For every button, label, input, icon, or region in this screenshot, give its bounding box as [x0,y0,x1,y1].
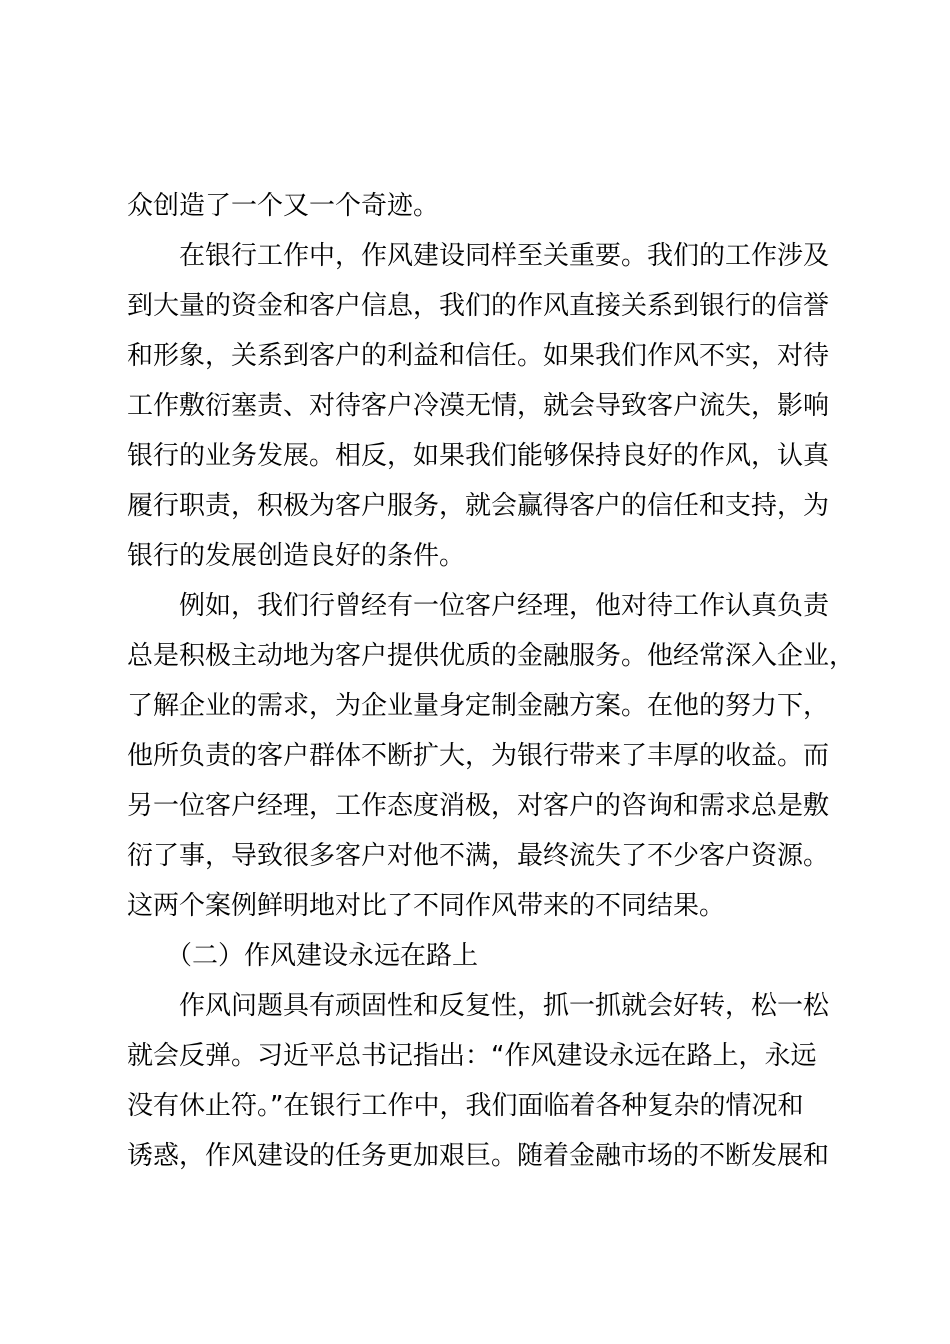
text-line-11: 了解企业的需求，为企业量身定制金融方案。在他的努力下， [127,691,830,721]
text-line-13: 另一位客户经理，工作态度消极，对客户的咨询和需求总是敷 [127,791,830,821]
text-line-2: 在银行工作中，作风建设同样至关重要。我们的工作涉及 [127,241,830,271]
text-line-8: 银行的发展创造良好的条件。 [127,541,466,571]
text-line-1: 众创造了一个又一个奇迹。 [127,191,440,221]
text-line-4: 和形象，关系到客户的利益和信任。如果我们作风不实，对待 [127,341,830,371]
text-line-9: 例如，我们行曾经有一位客户经理，他对待工作认真负责 [127,591,830,621]
text-line-14: 衍了事，导致很多客户对他不满，最终流失了不少客户资源。 [127,841,830,871]
text-line-12: 他所负责的客户群体不断扩大，为银行带来了丰厚的收益。而 [127,741,830,771]
text-line-15: 这两个案例鲜明地对比了不同作风带来的不同结果。 [127,891,726,921]
text-line-7: 履行职责，积极为客户服务，就会赢得客户的信任和支持，为 [127,491,830,521]
text-line-6: 银行的业务发展。相反，如果我们能够保持良好的作风，认真 [127,441,830,471]
section-heading: （二）作风建设永远在路上 [127,941,479,971]
text-line-5: 工作敷衍塞责、对待客户冷漠无情，就会导致客户流失，影响 [127,391,830,421]
text-line-19: 没有休止符。”在银行工作中，我们面临着各种复杂的情况和 [127,1091,804,1121]
text-line-3: 到大量的资金和客户信息，我们的作风直接关系到银行的信誉 [127,291,830,321]
text-line-17: 作风问题具有顽固性和反复性，抓一抓就会好转，松一松 [127,991,830,1021]
text-line-20: 诱惑，作风建设的任务更加艰巨。随着金融市场的不断发展和 [127,1141,830,1171]
text-line-10: 总是积极主动地为客户提供优质的金融服务。他经常深入企业， [127,641,856,671]
text-line-18: 就会反弹。习近平总书记指出：“作风建设永远在路上，永远 [127,1041,817,1071]
